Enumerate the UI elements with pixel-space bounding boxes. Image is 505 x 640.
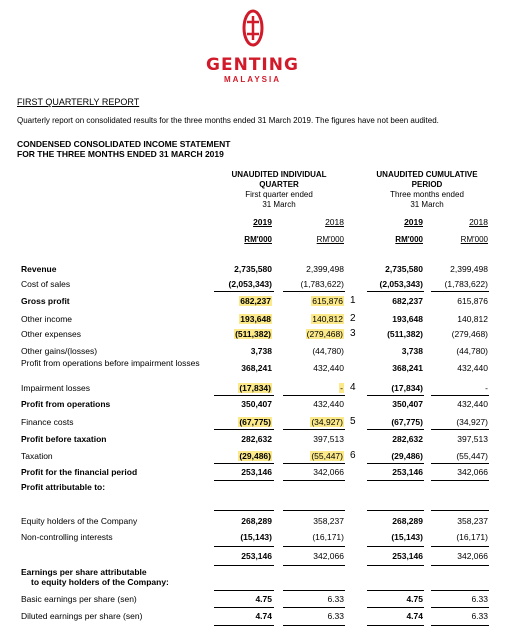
- cell-value: 682,237: [240, 296, 271, 306]
- table-row: [0, 550, 505, 565]
- year-2018-cumulative: 2018: [469, 217, 488, 227]
- cell-value: 342,066: [313, 551, 344, 561]
- divider: [214, 625, 274, 626]
- cell-value: 3,738: [401, 346, 423, 356]
- cell-value: 4.75: [255, 594, 272, 604]
- table-row: [0, 515, 505, 530]
- row-label: Revenue: [21, 264, 57, 274]
- cell-value: 368,241: [241, 363, 272, 373]
- divider: [283, 590, 345, 591]
- table-cell: [214, 551, 272, 561]
- annotation-number: 2: [350, 313, 356, 324]
- year-2018-individual: 2018: [325, 217, 344, 227]
- cell-value: (1,783,622): [300, 279, 344, 289]
- cell-value: 282,632: [392, 434, 423, 444]
- statement-title-line1: CONDENSED CONSOLIDATED INCOME STATEMENT: [17, 139, 231, 149]
- unit-col2: RM'000: [316, 235, 344, 244]
- company-subname: MALAYSIA: [223, 75, 282, 84]
- row-label: Profit for the financial period: [21, 467, 138, 477]
- cell-value: 282,632: [241, 434, 272, 444]
- divider: [367, 625, 424, 626]
- divider: [214, 590, 274, 591]
- individual-header-line4: 31 March: [262, 200, 296, 209]
- cell-value: 342,066: [313, 467, 344, 477]
- statement-title: [17, 139, 230, 159]
- cell-value: 2,735,580: [234, 264, 272, 274]
- annotation-number: 6: [350, 450, 356, 461]
- table-cell: [431, 346, 488, 356]
- cell-value: (67,775): [391, 417, 423, 427]
- table-cell: [283, 451, 344, 461]
- divider: [214, 291, 274, 292]
- table-cell: [283, 296, 344, 306]
- divider: [367, 546, 424, 547]
- cell-value: (55,447): [311, 451, 343, 461]
- row-label: Finance costs: [21, 417, 74, 427]
- cell-value: 6.33: [471, 594, 488, 604]
- table-cell: [214, 329, 272, 339]
- table-cell: [283, 467, 344, 477]
- cell-value: 368,241: [392, 363, 423, 373]
- table-cell: [283, 532, 344, 542]
- table-cell: [431, 532, 488, 542]
- row-label: Other expenses: [21, 329, 82, 339]
- table-row: [0, 263, 505, 278]
- table-cell: [283, 264, 344, 274]
- divider: [214, 463, 274, 464]
- table-cell: [214, 264, 272, 274]
- row-label: Taxation: [21, 451, 53, 461]
- table-cell: [214, 532, 272, 542]
- cell-value: 615,876: [312, 296, 343, 306]
- divider: [283, 565, 345, 566]
- table-cell: [431, 611, 488, 621]
- table-row: [0, 358, 505, 377]
- attributable-heading: Profit attributable to:: [21, 482, 106, 492]
- cell-value: 2,735,580: [385, 264, 423, 274]
- table-row: [0, 531, 505, 546]
- table-cell: [283, 363, 344, 373]
- cell-value: 432,440: [457, 363, 488, 373]
- cell-value: (67,775): [239, 417, 271, 427]
- table-cell: [431, 467, 488, 477]
- cell-value: 140,812: [312, 314, 343, 324]
- divider: [367, 590, 424, 591]
- table-cell: [283, 399, 344, 409]
- table-cell: [367, 532, 423, 542]
- cell-value: 2,399,498: [450, 264, 488, 274]
- report-title: FIRST QUARTERLY REPORT: [17, 97, 140, 107]
- annotation-number: 3: [350, 328, 356, 339]
- individual-header-line1: UNAUDITED INDIVIDUAL: [231, 170, 327, 179]
- table-cell: [431, 279, 488, 289]
- table-cell: [283, 346, 344, 356]
- statement-title-line2: FOR THE THREE MONTHS ENDED 31 MARCH 2019: [17, 149, 224, 159]
- row-label: Equity holders of the Company: [21, 516, 138, 526]
- table-cell: [214, 434, 272, 444]
- cell-value: 3,738: [250, 346, 272, 356]
- cell-value: 6.33: [471, 611, 488, 621]
- divider: [283, 429, 345, 430]
- table-cell: [214, 451, 272, 461]
- table-cell: [367, 434, 423, 444]
- cell-value: (2,053,343): [379, 279, 423, 289]
- divider: [431, 565, 489, 566]
- cell-value: (16,171): [456, 532, 488, 542]
- year-2019-cumulative: 2019: [404, 217, 423, 227]
- table-cell: [214, 346, 272, 356]
- table-cell: [367, 399, 423, 409]
- table-cell: [431, 314, 488, 324]
- table-cell: [367, 279, 423, 289]
- table-cell: [283, 594, 344, 604]
- row-label: Other income: [21, 314, 73, 324]
- unit-col1: RM'000: [244, 235, 272, 244]
- company-logo: [0, 0, 505, 90]
- cell-value: (1,783,622): [444, 279, 488, 289]
- cell-value: 432,440: [313, 363, 344, 373]
- divider: [214, 565, 274, 566]
- cell-value: 253,146: [392, 467, 423, 477]
- divider: [283, 607, 345, 608]
- cell-value: (34,927): [456, 417, 488, 427]
- report-intro: Quarterly report on consolidated results for the three months ended 31 March 2019. The figures have not been audited.: [17, 116, 439, 125]
- individual-header-line3: First quarter ended: [245, 190, 313, 199]
- table-cell: [367, 417, 423, 427]
- table-cell: [283, 434, 344, 444]
- table-cell: [367, 516, 423, 526]
- divider: [283, 395, 345, 396]
- cell-value: (55,447): [456, 451, 488, 461]
- table-cell: [367, 363, 423, 373]
- cell-value: 350,407: [392, 399, 423, 409]
- company-name: GENTING: [206, 55, 299, 75]
- divider: [367, 480, 424, 481]
- cell-value: 4.74: [406, 611, 423, 621]
- cell-value: -: [340, 383, 343, 393]
- divider: [214, 510, 274, 511]
- table-cell: [367, 594, 423, 604]
- cell-value: 4.74: [255, 611, 272, 621]
- table-cell: [283, 551, 344, 561]
- table-row: [0, 593, 505, 608]
- table-cell: [283, 611, 344, 621]
- divider: [367, 429, 424, 430]
- table-cell: [367, 346, 423, 356]
- cell-value: (15,143): [240, 532, 272, 542]
- table-cell: [283, 417, 344, 427]
- divider: [214, 546, 274, 547]
- individual-quarter-header: [213, 170, 345, 210]
- table-cell: [431, 264, 488, 274]
- cumulative-header-line3: Three months ended: [390, 190, 464, 199]
- table-row: [0, 610, 505, 625]
- cell-value: 4.75: [406, 594, 423, 604]
- divider: [431, 463, 489, 464]
- cell-value: 682,237: [392, 296, 423, 306]
- row-label: Non-controlling interests: [21, 532, 113, 542]
- eps-heading-line1: Earnings per share attributable: [21, 567, 147, 577]
- cell-value: (17,834): [391, 383, 423, 393]
- divider: [214, 480, 274, 481]
- table-row: [0, 328, 505, 343]
- year-2019-individual: 2019: [253, 217, 272, 227]
- unit-col3: RM'000: [395, 235, 423, 244]
- row-label: Cost of sales: [21, 279, 71, 289]
- divider: [283, 546, 345, 547]
- cell-value: (279,468): [306, 329, 343, 339]
- divider: [214, 429, 274, 430]
- table-cell: [431, 399, 488, 409]
- cell-value: 253,146: [241, 467, 272, 477]
- cell-value: 2,399,498: [306, 264, 344, 274]
- cell-value: -: [485, 383, 488, 393]
- divider: [283, 510, 345, 511]
- table-cell: [283, 279, 344, 289]
- divider: [367, 510, 424, 511]
- table-cell: [214, 363, 272, 373]
- cell-value: 350,407: [241, 399, 272, 409]
- divider: [367, 607, 424, 608]
- table-cell: [214, 314, 272, 324]
- cell-value: 397,513: [457, 434, 488, 444]
- cell-value: 268,289: [392, 516, 423, 526]
- table-cell: [283, 516, 344, 526]
- cumulative-period-header: [364, 170, 490, 210]
- table-cell: [367, 264, 423, 274]
- cell-value: 358,237: [457, 516, 488, 526]
- table-cell: [367, 329, 423, 339]
- table-cell: [431, 451, 488, 461]
- row-label: Basic earnings per share (sen): [21, 594, 137, 604]
- divider: [431, 625, 489, 626]
- divider: [431, 546, 489, 547]
- table-cell: [214, 467, 272, 477]
- cell-value: 140,812: [457, 314, 488, 324]
- table-cell: [214, 417, 272, 427]
- annotation-number: 5: [350, 416, 356, 427]
- cell-value: (2,053,343): [228, 279, 272, 289]
- table-cell: [214, 516, 272, 526]
- table-cell: [283, 383, 344, 393]
- table-cell: [214, 383, 272, 393]
- table-cell: [214, 594, 272, 604]
- table-cell: [214, 611, 272, 621]
- table-row: [0, 466, 505, 481]
- individual-header-line2: QUARTER: [259, 180, 299, 189]
- row-label: Profit from operations: [21, 399, 111, 409]
- divider: [431, 607, 489, 608]
- divider: [214, 395, 274, 396]
- divider: [283, 291, 345, 292]
- unit-col4: RM'000: [460, 235, 488, 244]
- cell-value: 615,876: [457, 296, 488, 306]
- cell-value: (34,927): [311, 417, 343, 427]
- table-cell: [431, 329, 488, 339]
- eps-heading: [21, 567, 169, 587]
- eps-heading-line2: to equity holders of the Company:: [31, 577, 169, 587]
- cell-value: (511,382): [235, 329, 271, 339]
- divider: [214, 607, 274, 608]
- cell-value: (16,171): [312, 532, 344, 542]
- divider: [367, 463, 424, 464]
- row-label: Impairment losses: [21, 383, 90, 393]
- cell-value: (279,468): [451, 329, 488, 339]
- cell-value: 432,440: [313, 399, 344, 409]
- cell-value: (44,780): [456, 346, 488, 356]
- divider: [283, 480, 345, 481]
- divider: [431, 510, 489, 511]
- table-cell: [214, 296, 272, 306]
- table-row: [0, 433, 505, 448]
- cell-value: 432,440: [457, 399, 488, 409]
- divider: [283, 625, 345, 626]
- cell-value: 6.33: [327, 594, 344, 604]
- annotation-number: 1: [350, 295, 356, 306]
- divider: [431, 480, 489, 481]
- divider: [367, 291, 424, 292]
- table-cell: [367, 383, 423, 393]
- row-label: Gross profit: [21, 296, 70, 306]
- table-cell: [367, 551, 423, 561]
- table-cell: [214, 279, 272, 289]
- genting-emblem-icon: [242, 8, 264, 48]
- table-cell: [367, 314, 423, 324]
- annotation-number: 4: [350, 382, 356, 393]
- cell-value: 268,289: [241, 516, 272, 526]
- divider: [431, 590, 489, 591]
- table-row: [0, 398, 505, 413]
- divider: [431, 395, 489, 396]
- table-cell: [431, 434, 488, 444]
- cell-value: (44,780): [312, 346, 344, 356]
- cell-value: 193,648: [240, 314, 271, 324]
- cell-value: 342,066: [457, 551, 488, 561]
- cell-value: (511,382): [387, 329, 423, 339]
- table-cell: [367, 296, 423, 306]
- row-label: Profit before taxation: [21, 434, 107, 444]
- table-cell: [431, 516, 488, 526]
- table-cell: [431, 551, 488, 561]
- divider: [431, 291, 489, 292]
- cumulative-header-line1: UNAUDITED CUMULATIVE: [376, 170, 478, 179]
- cell-value: (29,486): [391, 451, 423, 461]
- divider: [367, 395, 424, 396]
- divider: [431, 429, 489, 430]
- cell-value: (15,143): [391, 532, 423, 542]
- table-cell: [431, 417, 488, 427]
- cell-value: 6.33: [327, 611, 344, 621]
- table-row: [0, 313, 505, 328]
- cumulative-header-line2: PERIOD: [411, 180, 443, 189]
- table-cell: [431, 383, 488, 393]
- divider: [283, 463, 345, 464]
- table-cell: [367, 467, 423, 477]
- cell-value: 342,066: [457, 467, 488, 477]
- cell-value: 358,237: [313, 516, 344, 526]
- table-row: [0, 295, 505, 310]
- cumulative-header-line4: 31 March: [410, 200, 444, 209]
- table-cell: [214, 399, 272, 409]
- row-label: Diluted earnings per share (sen): [21, 611, 143, 621]
- table-cell: [367, 611, 423, 621]
- cell-value: (29,486): [239, 451, 271, 461]
- table-cell: [367, 451, 423, 461]
- row-label: Other gains/(losses): [21, 346, 98, 356]
- cell-value: 253,146: [241, 551, 272, 561]
- table-cell: [431, 296, 488, 306]
- table-cell: [283, 314, 344, 324]
- table-cell: [431, 363, 488, 373]
- row-label: Profit from operations before impairment losses: [21, 358, 200, 368]
- table-cell: [283, 329, 344, 339]
- cell-value: 397,513: [313, 434, 344, 444]
- cell-value: 193,648: [392, 314, 423, 324]
- divider: [367, 565, 424, 566]
- cell-value: 253,146: [392, 551, 423, 561]
- cell-value: (17,834): [239, 383, 271, 393]
- table-cell: [431, 594, 488, 604]
